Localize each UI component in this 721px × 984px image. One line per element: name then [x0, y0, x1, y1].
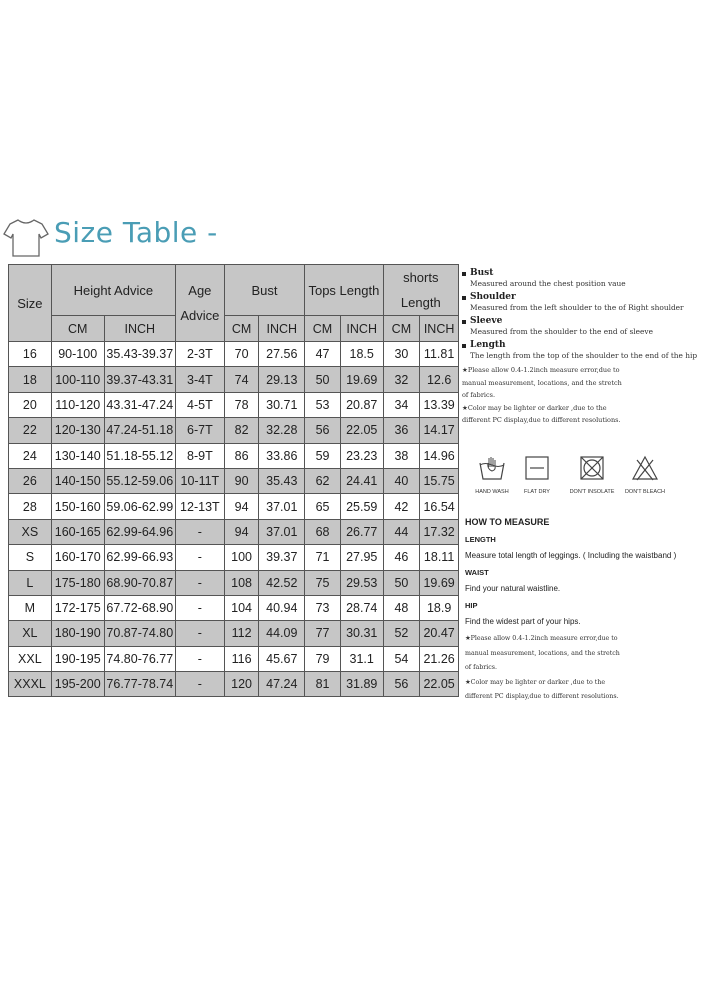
- table-cell: 10-11T: [175, 468, 224, 493]
- waist-label: WAIST: [465, 568, 489, 577]
- table-row: [9, 392, 459, 417]
- table-cell: 39.37: [259, 545, 305, 570]
- table-cell: 104: [224, 595, 259, 620]
- note-line: different PC display,due to different resolutions.: [465, 693, 619, 700]
- table-cell: 68: [305, 519, 341, 544]
- table-row: [9, 519, 459, 544]
- table-cell: 24.41: [340, 468, 383, 493]
- header-size: Size: [9, 265, 52, 342]
- measure-desc: Measured from the left shoulder to the of Right shoulder: [470, 303, 684, 312]
- table-cell: 74.80-76.77: [104, 646, 175, 671]
- header-tops-length: Tops Length: [305, 265, 383, 316]
- table-cell: 70: [224, 342, 259, 367]
- table-cell: 160-165: [51, 519, 104, 544]
- flat-dry-icon: [524, 455, 550, 481]
- table-cell: 28.74: [340, 595, 383, 620]
- care-label: DON'T BLEACH: [624, 489, 666, 495]
- hand-wash-icon: [478, 455, 506, 481]
- table-cell: 160-170: [51, 545, 104, 570]
- table-cell: 22.05: [420, 672, 459, 697]
- table-cell: 28: [9, 494, 52, 519]
- care-dont-insolate: [562, 455, 622, 495]
- measure-item-shoulder: [462, 292, 720, 312]
- table-cell: 44.09: [259, 621, 305, 646]
- table-cell: 33.86: [259, 443, 305, 468]
- table-cell: 36: [383, 418, 420, 443]
- table-cell: 45.67: [259, 646, 305, 671]
- table-cell: 25.59: [340, 494, 383, 519]
- table-cell: 94: [224, 494, 259, 519]
- table-cell: 90: [224, 468, 259, 493]
- table-cell: 43.31-47.24: [104, 392, 175, 417]
- table-cell: 67.72-68.90: [104, 595, 175, 620]
- measure-label: Bust: [470, 268, 494, 278]
- note-line: manual measurement, locations, and the stretch: [462, 378, 622, 387]
- table-cell: 100-110: [51, 367, 104, 392]
- table-cell: 17.32: [420, 519, 459, 544]
- table-cell: XXXL: [9, 672, 52, 697]
- table-cell: 27.56: [259, 342, 305, 367]
- table-cell: 47.24: [259, 672, 305, 697]
- table-cell: 140-150: [51, 468, 104, 493]
- title-block: [2, 212, 302, 262]
- measure-label: Shoulder: [470, 292, 516, 302]
- waist-desc: Find your natural waistline.: [465, 584, 561, 593]
- table-cell: -: [175, 570, 224, 595]
- table-cell: 190-195: [51, 646, 104, 671]
- table-cell: -: [175, 595, 224, 620]
- table-cell: 40.94: [259, 595, 305, 620]
- table-cell: 59.06-62.99: [104, 494, 175, 519]
- table-cell: -: [175, 672, 224, 697]
- table-cell: 6-7T: [175, 418, 224, 443]
- table-cell: 4-5T: [175, 392, 224, 417]
- table-cell: 23.23: [340, 443, 383, 468]
- table-cell: 79: [305, 646, 341, 671]
- table-cell: 53: [305, 392, 341, 417]
- table-cell: 14.96: [420, 443, 459, 468]
- table-cell: 78: [224, 392, 259, 417]
- table-cell: 195-200: [51, 672, 104, 697]
- table-cell: 3-4T: [175, 367, 224, 392]
- table-cell: 47.24-51.18: [104, 418, 175, 443]
- table-cell: 31.1: [340, 646, 383, 671]
- table-cell: 56: [305, 418, 341, 443]
- table-row: [9, 418, 459, 443]
- table-cell: -: [175, 545, 224, 570]
- note-line: of fabrics.: [462, 391, 496, 399]
- table-cell: 20.47: [420, 621, 459, 646]
- table-cell: 30.31: [340, 621, 383, 646]
- table-row: [9, 468, 459, 493]
- care-dont-bleach: [615, 455, 675, 495]
- bullet-icon: [462, 296, 466, 300]
- table-cell: 62.99-66.93: [104, 545, 175, 570]
- table-cell: 180-190: [51, 621, 104, 646]
- dont-bleach-icon: [631, 455, 659, 481]
- note-line: ★Please allow 0.4-1.2inch measure error,due to: [465, 635, 618, 642]
- table-cell: 73: [305, 595, 341, 620]
- table-cell: 32: [383, 367, 420, 392]
- header-shorts-cm: CM: [383, 316, 420, 342]
- header-tops-inch: INCH: [340, 316, 383, 342]
- header-height-cm: CM: [51, 316, 104, 342]
- care-flat-dry: [507, 455, 567, 495]
- table-cell: 90-100: [51, 342, 104, 367]
- hip-label: HIP: [465, 601, 478, 610]
- measure-item-length: [462, 340, 720, 360]
- table-cell: 18.5: [340, 342, 383, 367]
- table-cell: 50: [305, 367, 341, 392]
- table-cell: 110-120: [51, 392, 104, 417]
- header-row: [9, 265, 459, 316]
- care-icons: [462, 455, 720, 507]
- table-cell: 11.81: [420, 342, 459, 367]
- measure-label: Length: [470, 340, 506, 350]
- table-cell: 15.75: [420, 468, 459, 493]
- subheader-row: [9, 316, 459, 342]
- table-cell: 76.77-78.74: [104, 672, 175, 697]
- table-cell: 34: [383, 392, 420, 417]
- bullet-icon: [462, 344, 466, 348]
- table-cell: 81: [305, 672, 341, 697]
- shorts-line1: shorts: [403, 270, 439, 285]
- table-cell: 70.87-74.80: [104, 621, 175, 646]
- table-cell: 116: [224, 646, 259, 671]
- note-line: different PC display,due to different resolutions.: [462, 416, 621, 424]
- table-cell: 65: [305, 494, 341, 519]
- notes-bottom: [465, 632, 721, 705]
- table-row: [9, 570, 459, 595]
- measure-desc: Measured around the chest position vaue: [470, 279, 626, 288]
- table-cell: 48: [383, 595, 420, 620]
- table-cell: 94: [224, 519, 259, 544]
- table-cell: 68.90-70.87: [104, 570, 175, 595]
- table-cell: 13.39: [420, 392, 459, 417]
- table-cell: 40: [383, 468, 420, 493]
- table-cell: 19.69: [420, 570, 459, 595]
- table-row: [9, 342, 459, 367]
- table-cell: 50: [383, 570, 420, 595]
- table-cell: 120: [224, 672, 259, 697]
- dont-insolate-icon: [578, 455, 606, 481]
- table-cell: 120-130: [51, 418, 104, 443]
- care-label: HAND WASH: [475, 489, 509, 495]
- table-cell: 20.87: [340, 392, 383, 417]
- table-cell: 37.01: [259, 519, 305, 544]
- table-cell: 52: [383, 621, 420, 646]
- header-shorts-inch: INCH: [420, 316, 459, 342]
- table-cell: 18: [9, 367, 52, 392]
- table-cell: 42: [383, 494, 420, 519]
- care-label: DON'T INSOLATE: [569, 489, 615, 495]
- table-cell: 112: [224, 621, 259, 646]
- table-cell: 21.26: [420, 646, 459, 671]
- measure-desc: The length from the top of the shoulder to the end of the hip: [470, 351, 698, 360]
- table-cell: 29.13: [259, 367, 305, 392]
- table-cell: XL: [9, 621, 52, 646]
- table-cell: XS: [9, 519, 52, 544]
- header-age-advice: [175, 265, 224, 342]
- table-cell: M: [9, 595, 52, 620]
- table-cell: 74: [224, 367, 259, 392]
- header-bust-cm: CM: [224, 316, 259, 342]
- measure-item-sleeve: [462, 316, 720, 336]
- age-line1: Age: [188, 283, 212, 298]
- bullet-icon: [462, 272, 466, 276]
- table-cell: 19.69: [340, 367, 383, 392]
- table-cell: -: [175, 519, 224, 544]
- measure-desc: Measured from the shoulder to the end of sleeve: [470, 327, 653, 336]
- table-cell: 35.43: [259, 468, 305, 493]
- table-cell: 35.43-39.37: [104, 342, 175, 367]
- table-cell: 86: [224, 443, 259, 468]
- table-row: [9, 672, 459, 697]
- table-cell: 14.17: [420, 418, 459, 443]
- size-table: [8, 264, 459, 697]
- table-cell: 2-3T: [175, 342, 224, 367]
- measure-guide: [462, 268, 720, 427]
- note-line: of fabrics.: [465, 664, 498, 671]
- age-line2: Advice: [180, 308, 220, 323]
- note-line: ★Please allow 0.4-1.2inch measure error,due to: [462, 366, 620, 374]
- measure-item-bust: [462, 268, 720, 288]
- table-cell: 22: [9, 418, 52, 443]
- table-cell: 22.05: [340, 418, 383, 443]
- table-cell: 16: [9, 342, 52, 367]
- shorts-line2: Length: [400, 295, 441, 310]
- how-to-title: HOW TO MEASURE: [465, 517, 550, 527]
- table-cell: -: [175, 646, 224, 671]
- table-cell: 26: [9, 468, 52, 493]
- table-cell: -: [175, 621, 224, 646]
- table-cell: 18.11: [420, 545, 459, 570]
- header-bust: Bust: [224, 265, 304, 316]
- table-cell: 32.28: [259, 418, 305, 443]
- table-cell: L: [9, 570, 52, 595]
- bullet-icon: [462, 320, 466, 324]
- tshirt-icon: [2, 214, 50, 260]
- table-cell: 16.54: [420, 494, 459, 519]
- table-cell: 20: [9, 392, 52, 417]
- note-line: ★Color may be lighter or darker ,due to the: [462, 403, 607, 412]
- header-bust-inch: INCH: [259, 316, 305, 342]
- table-row: [9, 443, 459, 468]
- table-cell: 100: [224, 545, 259, 570]
- table-cell: 31.89: [340, 672, 383, 697]
- measure-label: Sleeve: [470, 316, 503, 326]
- table-row: [9, 595, 459, 620]
- table-cell: 8-9T: [175, 443, 224, 468]
- header-shorts-length: [383, 265, 458, 316]
- table-cell: 24: [9, 443, 52, 468]
- table-cell: 77: [305, 621, 341, 646]
- table-body: [9, 342, 459, 697]
- table-cell: 30: [383, 342, 420, 367]
- table-cell: 54: [383, 646, 420, 671]
- care-label: FLAT DRY: [524, 489, 550, 495]
- header-height-advice: Height Advice: [51, 265, 175, 316]
- table-cell: 18.9: [420, 595, 459, 620]
- table-cell: 47: [305, 342, 341, 367]
- table-cell: 150-160: [51, 494, 104, 519]
- table-cell: XXL: [9, 646, 52, 671]
- table-row: [9, 545, 459, 570]
- table-row: [9, 494, 459, 519]
- table-row: [9, 367, 459, 392]
- header-height-inch: INCH: [104, 316, 175, 342]
- table-cell: 175-180: [51, 570, 104, 595]
- table-cell: 30.71: [259, 392, 305, 417]
- table-cell: 37.01: [259, 494, 305, 519]
- table-cell: 12.6: [420, 367, 459, 392]
- table-cell: 12-13T: [175, 494, 224, 519]
- table-cell: 62: [305, 468, 341, 493]
- table-cell: 82: [224, 418, 259, 443]
- table-cell: 59: [305, 443, 341, 468]
- table-cell: 172-175: [51, 595, 104, 620]
- table-cell: 55.12-59.06: [104, 468, 175, 493]
- table-cell: 56: [383, 672, 420, 697]
- page-title: Size Table -: [54, 216, 218, 249]
- table-cell: 51.18-55.12: [104, 443, 175, 468]
- table-cell: 46: [383, 545, 420, 570]
- how-to-measure: [465, 517, 721, 705]
- table-cell: 38: [383, 443, 420, 468]
- table-cell: S: [9, 545, 52, 570]
- note-line: manual measurement, locations, and the stretch: [465, 649, 620, 657]
- table-cell: 44: [383, 519, 420, 544]
- table-cell: 42.52: [259, 570, 305, 595]
- table-cell: 27.95: [340, 545, 383, 570]
- length-label: LENGTH: [465, 535, 496, 544]
- table-cell: 130-140: [51, 443, 104, 468]
- table-cell: 26.77: [340, 519, 383, 544]
- table-row: [9, 621, 459, 646]
- table-cell: 29.53: [340, 570, 383, 595]
- table-cell: 62.99-64.96: [104, 519, 175, 544]
- note-line: ★Color may be lighter or darker ,due to the: [465, 678, 606, 686]
- hip-desc: Find the widest part of your hips.: [465, 617, 581, 626]
- table-cell: 108: [224, 570, 259, 595]
- table-cell: 71: [305, 545, 341, 570]
- table-cell: 39.37-43.31: [104, 367, 175, 392]
- table-cell: 75: [305, 570, 341, 595]
- table-row: [9, 646, 459, 671]
- length-desc: Measure total length of leggings. ( Including the waistband ): [465, 551, 677, 560]
- header-tops-cm: CM: [305, 316, 341, 342]
